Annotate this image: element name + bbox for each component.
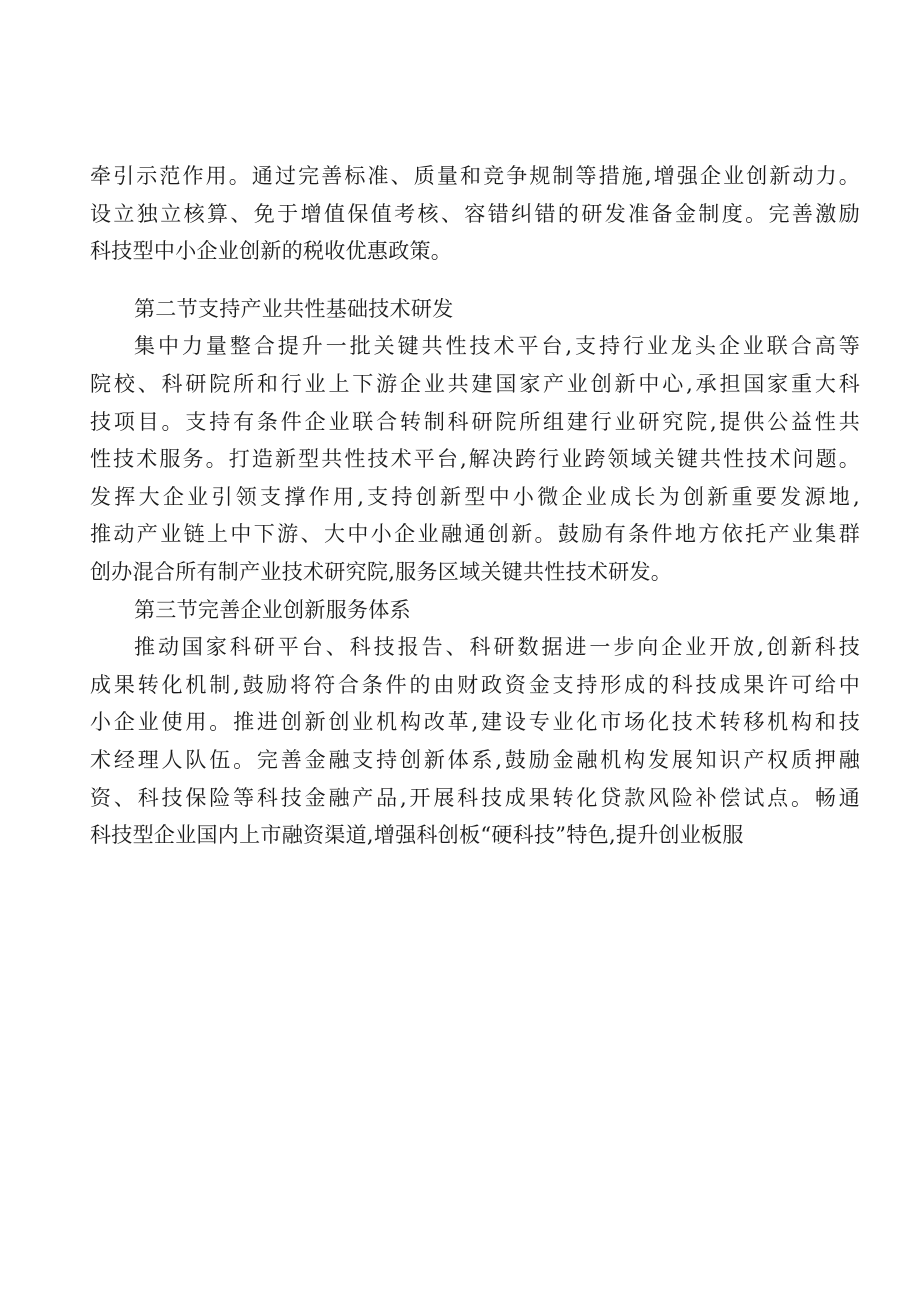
heading-text: 第三节完善企业创新服务体系 — [134, 597, 411, 622]
section-heading — [90, 291, 860, 329]
body-paragraph — [90, 629, 860, 855]
paragraph-line: 科技型中小企业创新的税收优惠政策。 — [90, 239, 453, 264]
paragraph-line: 成果转化机制,鼓励将符合条件的由财政资金支持形成的科技成果许可给中 — [90, 672, 860, 697]
paragraph-line: 院校、科研院所和行业上下游企业共建国家产业创新中心,承担国家重大科 — [90, 371, 860, 396]
body-paragraph — [90, 158, 860, 271]
paragraph-line: 性技术服务。打造新型共性技术平台,解决跨行业跨领域关键共性技术问题。 — [90, 447, 860, 472]
body-paragraph — [90, 328, 860, 591]
heading-text: 第二节支持产业共性基础技术研发 — [134, 296, 454, 321]
paragraph-line: 术经理人队伍。完善金融支持创新体系,鼓励金融机构发展知识产权质押融 — [90, 747, 860, 772]
paragraph-line: 技项目。支持有条件企业联合转制科研院所组建行业研究院,提供公益性共 — [90, 409, 860, 434]
paragraph-line: 集中力量整合提升一批关键共性技术平台,支持行业龙头企业联合高等 — [134, 334, 860, 359]
paragraph-line: 创办混合所有制产业技术研究院,服务区域关键共性技术研发。 — [90, 559, 673, 584]
paragraph-line: 科技型企业国内上市融资渠道,增强科创板“硬科技”特色,提升创业板服 — [90, 823, 744, 848]
paragraph-line: 推动国家科研平台、科技报告、科研数据进一步向企业开放,创新科技 — [134, 635, 860, 660]
document-body — [90, 158, 860, 855]
paragraph-line: 小企业使用。推进创新创业机构改革,建设专业化市场化技术转移机构和技 — [90, 710, 860, 735]
section-heading — [90, 592, 860, 630]
paragraph-line: 设立独立核算、免于增值保值考核、容错纠错的研发准备金制度。完善激励 — [90, 201, 860, 226]
paragraph-line: 推动产业链上中下游、大中小企业融通创新。鼓励有条件地方依托产业集群 — [90, 522, 860, 547]
paragraph-line: 发挥大企业引领支撑作用,支持创新型中小微企业成长为创新重要发源地, — [90, 484, 860, 509]
paragraph-line: 资、科技保险等科技金融产品,开展科技成果转化贷款风险补偿试点。畅通 — [90, 785, 860, 810]
paragraph-line: 牵引示范作用。通过完善标准、质量和竞争规制等措施,增强企业创新动力。 — [90, 164, 860, 188]
